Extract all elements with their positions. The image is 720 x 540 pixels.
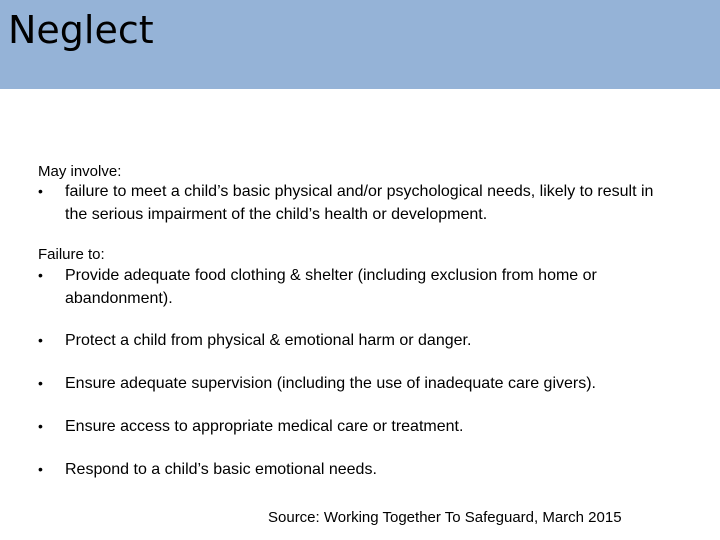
- bullet-item: [38, 264, 678, 310]
- bullet-item: [38, 329, 678, 352]
- bullet-dot-icon: •: [38, 183, 43, 199]
- bullet-dot-icon: •: [38, 418, 43, 434]
- bullet-text: Ensure adequate supervision (including the use of inadequate care givers).: [65, 375, 596, 392]
- bullet-dot-icon: •: [38, 332, 43, 348]
- bullet-item: [38, 458, 678, 481]
- bullet-text: failure to meet a child’s basic physical and/or psychological needs, likely to result in the serious impairment of the child’s health or development.: [65, 183, 654, 223]
- section-label-may-involve: May involve:: [38, 163, 122, 180]
- bullet-text: Respond to a child’s basic emotional needs.: [65, 461, 377, 478]
- source-citation: Source: Working Together To Safeguard, March 2015: [268, 509, 622, 526]
- bullet-text: Provide adequate food clothing & shelter (including exclusion from home or abandonment).: [65, 267, 597, 307]
- bullet-text: Protect a child from physical & emotional harm or danger.: [65, 332, 472, 349]
- section-label-failure-to: Failure to:: [38, 246, 105, 263]
- bullet-item: [38, 180, 678, 226]
- bullet-text: Ensure access to appropriate medical care or treatment.: [65, 418, 464, 435]
- slide-title: Neglect: [8, 8, 154, 52]
- bullet-dot-icon: •: [38, 461, 43, 477]
- bullet-item: [38, 415, 678, 438]
- bullet-item: [38, 372, 678, 395]
- title-bar: [0, 0, 720, 89]
- bullet-dot-icon: •: [38, 375, 43, 391]
- bullet-dot-icon: •: [38, 267, 43, 283]
